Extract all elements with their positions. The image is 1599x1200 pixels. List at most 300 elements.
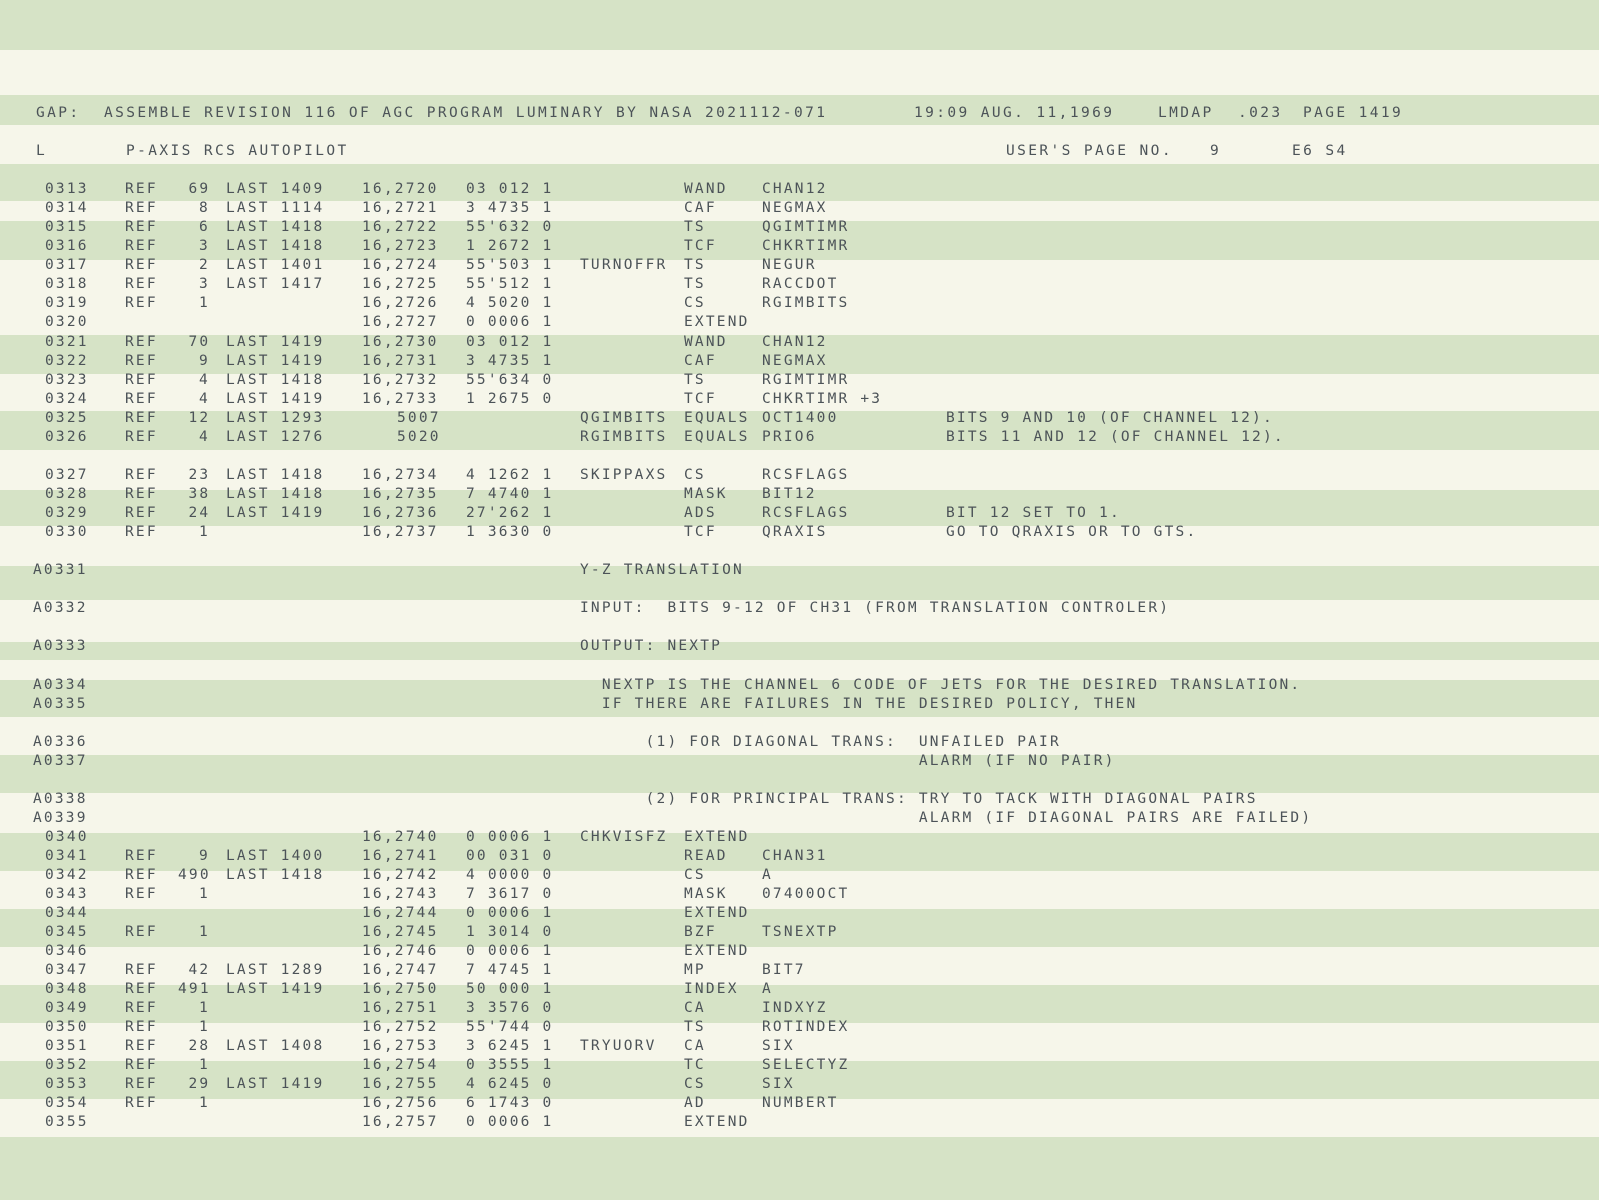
line-number: A0334 xyxy=(33,677,88,693)
label-field: (2) FOR PRINCIPAL TRANS: TRY TO TACK WITH DIAGONAL PAIRS xyxy=(580,791,1258,807)
line-number: 0328 xyxy=(45,486,89,502)
ref-count: 28 xyxy=(188,1038,211,1054)
object-code: 50 000 1 xyxy=(466,981,554,997)
listing-row xyxy=(0,523,1599,542)
comment: BITS 9 AND 10 (OF CHANNEL 12). xyxy=(946,410,1274,426)
operand: SIX xyxy=(762,1038,795,1054)
address: 16,2723 xyxy=(362,238,439,254)
header-line-2 xyxy=(0,142,1599,161)
ref-keyword: REF xyxy=(125,848,158,864)
listing-row xyxy=(0,904,1599,923)
opcode: WAND xyxy=(684,334,728,350)
line-number: 0345 xyxy=(45,924,89,940)
object-code: 3 3576 0 xyxy=(466,1000,554,1016)
operand: NEGMAX xyxy=(762,200,828,216)
opcode: INDEX xyxy=(684,981,739,997)
label-field: ALARM (IF DIAGONAL PAIRS ARE FAILED) xyxy=(580,810,1313,826)
opcode: EXTEND xyxy=(684,314,750,330)
last-ref: LAST 1418 xyxy=(226,372,325,388)
operand: SIX xyxy=(762,1076,795,1092)
label-field: (1) FOR DIAGONAL TRANS: UNFAILED PAIR xyxy=(580,734,1061,750)
listing-row xyxy=(0,1094,1599,1113)
listing-row xyxy=(0,828,1599,847)
opcode: EXTEND xyxy=(684,943,750,959)
operand: CHKRTIMR xyxy=(762,238,850,254)
object-code: 55'632 0 xyxy=(466,219,554,235)
object-code: 0 0006 1 xyxy=(466,943,554,959)
address: 16,2735 xyxy=(362,486,439,502)
object-code: 55'634 0 xyxy=(466,372,554,388)
operand: RCSFLAGS xyxy=(762,505,850,521)
ref-count: 1 xyxy=(199,924,210,940)
operand: NEGUR xyxy=(762,257,817,273)
listing-row xyxy=(0,218,1599,237)
address: 16,2741 xyxy=(362,848,439,864)
ref-count: 1 xyxy=(199,1057,210,1073)
listing-row xyxy=(0,752,1599,771)
ref-count: 1 xyxy=(199,886,210,902)
object-code: 3 6245 1 xyxy=(466,1038,554,1054)
opcode: WAND xyxy=(684,181,728,197)
line-number: 0350 xyxy=(45,1019,89,1035)
listing-row xyxy=(0,676,1599,695)
line-number: 0349 xyxy=(45,1000,89,1016)
ref-count: 3 xyxy=(199,238,210,254)
address: 16,2737 xyxy=(362,524,439,540)
opcode: EXTEND xyxy=(684,905,750,921)
object-code: 7 3617 0 xyxy=(466,886,554,902)
ref-keyword: REF xyxy=(125,505,158,521)
last-ref: LAST 1114 xyxy=(226,200,325,216)
address: 16,2730 xyxy=(362,334,439,350)
opcode: TS xyxy=(684,1019,706,1035)
address: 16,2721 xyxy=(362,200,439,216)
opcode: EQUALS xyxy=(684,410,750,426)
ref-keyword: REF xyxy=(125,1076,158,1092)
object-code: 0 0006 1 xyxy=(466,829,554,845)
line-number: A0339 xyxy=(33,810,88,826)
last-ref: LAST 1419 xyxy=(226,505,325,521)
opcode: TCF xyxy=(684,238,717,254)
ref-count: 4 xyxy=(199,391,210,407)
ref-keyword: REF xyxy=(125,257,158,273)
line-number: 0327 xyxy=(45,467,89,483)
address: 16,2743 xyxy=(362,886,439,902)
opcode: CS xyxy=(684,295,706,311)
opcode: MP xyxy=(684,962,706,978)
opcode: EXTEND xyxy=(684,1114,750,1130)
comment: BIT 12 SET TO 1. xyxy=(946,505,1121,521)
last-ref: LAST 1419 xyxy=(226,353,325,369)
operand: RCSFLAGS xyxy=(762,467,850,483)
opcode: TS xyxy=(684,257,706,273)
opcode: CAF xyxy=(684,200,717,216)
ref-keyword: REF xyxy=(125,219,158,235)
section-title: P-AXIS RCS AUTOPILOT xyxy=(126,143,349,159)
line-number: 0355 xyxy=(45,1114,89,1130)
opcode: MASK xyxy=(684,486,728,502)
object-code: 4 5020 1 xyxy=(466,295,554,311)
address: 16,2725 xyxy=(362,276,439,292)
listing-row xyxy=(0,1018,1599,1037)
opcode: CA xyxy=(684,1000,706,1016)
line-number: 0314 xyxy=(45,200,89,216)
ref-keyword: REF xyxy=(125,1038,158,1054)
listing-row xyxy=(0,790,1599,809)
ref-count: 1 xyxy=(199,1000,210,1016)
last-ref: LAST 1417 xyxy=(226,276,325,292)
address: 16,2733 xyxy=(362,391,439,407)
opcode: TS xyxy=(684,372,706,388)
address: 5020 xyxy=(397,429,441,445)
version-tag: .023 xyxy=(1238,105,1283,121)
opcode: TCF xyxy=(684,524,717,540)
ref-keyword: REF xyxy=(125,410,158,426)
last-ref: LAST 1401 xyxy=(226,257,325,273)
address: 16,2751 xyxy=(362,1000,439,1016)
ref-keyword: REF xyxy=(125,924,158,940)
listing-row xyxy=(0,180,1599,199)
object-code: 0 0006 1 xyxy=(466,1114,554,1130)
program-tag: GAP: xyxy=(36,105,81,121)
assembly-date: 19:09 AUG. 11,1969 xyxy=(914,105,1115,121)
line-number: 0330 xyxy=(45,524,89,540)
listing-row xyxy=(0,199,1599,218)
operand: INDXYZ xyxy=(762,1000,828,1016)
object-code: 55'512 1 xyxy=(466,276,554,292)
log-marker: L xyxy=(36,143,48,159)
operand: SELECTYZ xyxy=(762,1057,850,1073)
opcode: CA xyxy=(684,1038,706,1054)
last-ref: LAST 1418 xyxy=(226,486,325,502)
last-ref: LAST 1419 xyxy=(226,334,325,350)
last-ref: LAST 1418 xyxy=(226,219,325,235)
listing-row xyxy=(0,733,1599,752)
listing-row xyxy=(0,504,1599,523)
sheet-code: E6 S4 xyxy=(1292,143,1348,159)
operand: RACCDOT xyxy=(762,276,839,292)
object-code: 7 4745 1 xyxy=(466,962,554,978)
page-number: PAGE 1419 xyxy=(1303,105,1404,121)
line-number: A0336 xyxy=(33,734,88,750)
listing-row xyxy=(0,294,1599,313)
user-page-label: USER'S PAGE NO. xyxy=(1006,143,1173,159)
label-field: SKIPPAXS xyxy=(580,467,668,483)
label-field: OUTPUT: NEXTP xyxy=(580,638,723,654)
opcode: CS xyxy=(684,467,706,483)
address: 16,2736 xyxy=(362,505,439,521)
user-page-number: 9 xyxy=(1210,143,1222,159)
ref-count: 69 xyxy=(188,181,211,197)
ref-count: 1 xyxy=(199,524,210,540)
object-code: 1 3014 0 xyxy=(466,924,554,940)
object-code: 0 3555 1 xyxy=(466,1057,554,1073)
listing-row xyxy=(0,866,1599,885)
operand: 07400OCT xyxy=(762,886,850,902)
object-code: 03 012 1 xyxy=(466,334,554,350)
listing-row xyxy=(0,1056,1599,1075)
line-number: 0313 xyxy=(45,181,89,197)
assembly-title: ASSEMBLE REVISION 116 OF AGC PROGRAM LUMINARY BY NASA 2021112-071 xyxy=(104,105,828,121)
ref-count: 23 xyxy=(188,467,211,483)
listing-row xyxy=(0,885,1599,904)
opcode: READ xyxy=(684,848,728,864)
ref-count: 6 xyxy=(199,219,210,235)
header-line-1 xyxy=(0,104,1599,123)
label-field: IF THERE ARE FAILURES IN THE DESIRED POLICY, THEN xyxy=(580,696,1138,712)
address: 16,2742 xyxy=(362,867,439,883)
operand: PRIO6 xyxy=(762,429,817,445)
comment: GO TO QRAXIS OR TO GTS. xyxy=(946,524,1198,540)
ref-count: 8 xyxy=(199,200,210,216)
last-ref: LAST 1276 xyxy=(226,429,325,445)
line-number: 0348 xyxy=(45,981,89,997)
line-number: A0331 xyxy=(33,562,88,578)
listing-row xyxy=(0,561,1599,580)
line-number: A0338 xyxy=(33,791,88,807)
line-number: 0316 xyxy=(45,238,89,254)
last-ref: LAST 1408 xyxy=(226,1038,325,1054)
operand: ROTINDEX xyxy=(762,1019,850,1035)
label-field: QGIMBITS xyxy=(580,410,668,426)
label-field: TURNOFFR xyxy=(580,257,668,273)
listing-row xyxy=(0,695,1599,714)
object-code: 7 4740 1 xyxy=(466,486,554,502)
address: 16,2757 xyxy=(362,1114,439,1130)
ref-count: 4 xyxy=(199,372,210,388)
line-number: 0342 xyxy=(45,867,89,883)
listing-row xyxy=(0,237,1599,256)
ref-count: 38 xyxy=(188,486,211,502)
line-number: A0332 xyxy=(33,600,88,616)
opcode: TCF xyxy=(684,391,717,407)
address: 16,2754 xyxy=(362,1057,439,1073)
operand: CHAN12 xyxy=(762,334,828,350)
listing-row xyxy=(0,428,1599,447)
label-field: RGIMBITS xyxy=(580,429,668,445)
ref-keyword: REF xyxy=(125,524,158,540)
line-number: A0333 xyxy=(33,638,88,654)
line-number: 0354 xyxy=(45,1095,89,1111)
address: 16,2744 xyxy=(362,905,439,921)
object-code: 55'503 1 xyxy=(466,257,554,273)
line-number: 0343 xyxy=(45,886,89,902)
line-number: 0319 xyxy=(45,295,89,311)
line-number: 0326 xyxy=(45,429,89,445)
address: 16,2732 xyxy=(362,372,439,388)
address: 16,2753 xyxy=(362,1038,439,1054)
operand: BIT7 xyxy=(762,962,806,978)
ref-count: 4 xyxy=(199,429,210,445)
comment: BITS 11 AND 12 (OF CHANNEL 12). xyxy=(946,429,1285,445)
listing-row xyxy=(0,275,1599,294)
opcode: ADS xyxy=(684,505,717,521)
label-field: TRYUORV xyxy=(580,1038,657,1054)
ref-keyword: REF xyxy=(125,486,158,502)
opcode: BZF xyxy=(684,924,717,940)
label-field: NEXTP IS THE CHANNEL 6 CODE OF JETS FOR THE DESIRED TRANSLATION. xyxy=(580,677,1302,693)
listing-row xyxy=(0,409,1599,428)
ref-count: 2 xyxy=(199,257,210,273)
listing-row xyxy=(0,485,1599,504)
ref-keyword: REF xyxy=(125,391,158,407)
operand: NUMBERT xyxy=(762,1095,839,1111)
ref-keyword: REF xyxy=(125,467,158,483)
ref-count: 3 xyxy=(199,276,210,292)
listing-row xyxy=(0,637,1599,656)
listing-row xyxy=(0,371,1599,390)
line-number: 0321 xyxy=(45,334,89,350)
operand: A xyxy=(762,867,773,883)
listing-row xyxy=(0,1075,1599,1094)
opcode: MASK xyxy=(684,886,728,902)
ref-keyword: REF xyxy=(125,1000,158,1016)
object-code: 4 1262 1 xyxy=(466,467,554,483)
line-number: 0323 xyxy=(45,372,89,388)
address: 16,2740 xyxy=(362,829,439,845)
last-ref: LAST 1293 xyxy=(226,410,325,426)
object-code: 0 0006 1 xyxy=(466,905,554,921)
opcode: TS xyxy=(684,219,706,235)
opcode: TC xyxy=(684,1057,706,1073)
last-ref: LAST 1289 xyxy=(226,962,325,978)
line-number: 0318 xyxy=(45,276,89,292)
operand: QGIMTIMR xyxy=(762,219,850,235)
listing-row xyxy=(0,809,1599,828)
address: 16,2731 xyxy=(362,353,439,369)
label-field: Y-Z TRANSLATION xyxy=(580,562,744,578)
last-ref: LAST 1418 xyxy=(226,867,325,883)
line-number: 0322 xyxy=(45,353,89,369)
line-number: 0344 xyxy=(45,905,89,921)
ref-keyword: REF xyxy=(125,429,158,445)
opcode: CS xyxy=(684,1076,706,1092)
last-ref: LAST 1418 xyxy=(226,467,325,483)
ref-keyword: REF xyxy=(125,181,158,197)
ref-count: 1 xyxy=(199,1019,210,1035)
operand: OCT1400 xyxy=(762,410,839,426)
object-code: 4 0000 0 xyxy=(466,867,554,883)
label-field: INPUT: BITS 9-12 OF CH31 (FROM TRANSLATION CONTROLER) xyxy=(580,600,1171,616)
line-number: 0347 xyxy=(45,962,89,978)
line-number: 0352 xyxy=(45,1057,89,1073)
listing-row xyxy=(0,1113,1599,1132)
line-number: 0315 xyxy=(45,219,89,235)
operand: CHAN12 xyxy=(762,181,828,197)
ref-keyword: REF xyxy=(125,334,158,350)
ref-count: 9 xyxy=(199,848,210,864)
address: 5007 xyxy=(397,410,441,426)
object-code: 0 0006 1 xyxy=(466,314,554,330)
opcode: AD xyxy=(684,1095,706,1111)
listing-row xyxy=(0,390,1599,409)
line-number: 0341 xyxy=(45,848,89,864)
object-code: 3 4735 1 xyxy=(466,353,554,369)
listing-row xyxy=(0,313,1599,332)
module-tag: LMDAP xyxy=(1158,105,1214,121)
ref-count: 70 xyxy=(188,334,211,350)
listing-row xyxy=(0,980,1599,999)
listing-row xyxy=(0,847,1599,866)
address: 16,2726 xyxy=(362,295,439,311)
last-ref: LAST 1418 xyxy=(226,238,325,254)
opcode: CAF xyxy=(684,353,717,369)
operand: CHKRTIMR +3 xyxy=(762,391,883,407)
ref-count: 42 xyxy=(188,962,211,978)
ref-count: 12 xyxy=(188,410,211,426)
listing-row xyxy=(0,466,1599,485)
address: 16,2724 xyxy=(362,257,439,273)
object-code: 1 3630 0 xyxy=(466,524,554,540)
ref-keyword: REF xyxy=(125,1057,158,1073)
ref-keyword: REF xyxy=(125,981,158,997)
listing-row xyxy=(0,333,1599,352)
line-number: 0320 xyxy=(45,314,89,330)
object-code: 1 2675 0 xyxy=(466,391,554,407)
address: 16,2750 xyxy=(362,981,439,997)
object-code: 00 031 0 xyxy=(466,848,554,864)
last-ref: LAST 1419 xyxy=(226,1076,325,1092)
listing-row xyxy=(0,352,1599,371)
ref-keyword: REF xyxy=(125,1095,158,1111)
line-number: A0335 xyxy=(33,696,88,712)
operand: A xyxy=(762,981,773,997)
ref-keyword: REF xyxy=(125,372,158,388)
ref-count: 1 xyxy=(199,1095,210,1111)
ref-keyword: REF xyxy=(125,1019,158,1035)
ref-keyword: REF xyxy=(125,295,158,311)
ref-keyword: REF xyxy=(125,276,158,292)
object-code: 55'744 0 xyxy=(466,1019,554,1035)
ref-count: 24 xyxy=(188,505,211,521)
ref-count: 1 xyxy=(199,295,210,311)
listing-row xyxy=(0,961,1599,980)
address: 16,2755 xyxy=(362,1076,439,1092)
label-field: ALARM (IF NO PAIR) xyxy=(580,753,1116,769)
object-code: 03 012 1 xyxy=(466,181,554,197)
ref-count: 490 xyxy=(178,867,211,883)
opcode: CS xyxy=(684,867,706,883)
line-number: 0353 xyxy=(45,1076,89,1092)
listing-row xyxy=(0,599,1599,618)
address: 16,2734 xyxy=(362,467,439,483)
line-number: 0329 xyxy=(45,505,89,521)
address: 16,2752 xyxy=(362,1019,439,1035)
operand: RGIMTIMR xyxy=(762,372,850,388)
ref-keyword: REF xyxy=(125,886,158,902)
operand: CHAN31 xyxy=(762,848,828,864)
line-number: A0337 xyxy=(33,753,88,769)
address: 16,2727 xyxy=(362,314,439,330)
listing-row xyxy=(0,942,1599,961)
address: 16,2747 xyxy=(362,962,439,978)
address: 16,2745 xyxy=(362,924,439,940)
ref-keyword: REF xyxy=(125,353,158,369)
last-ref: LAST 1409 xyxy=(226,181,325,197)
address: 16,2756 xyxy=(362,1095,439,1111)
ref-keyword: REF xyxy=(125,200,158,216)
line-number: 0346 xyxy=(45,943,89,959)
line-number: 0317 xyxy=(45,257,89,273)
line-number: 0324 xyxy=(45,391,89,407)
operand: BIT12 xyxy=(762,486,817,502)
ref-keyword: REF xyxy=(125,962,158,978)
object-code: 1 2672 1 xyxy=(466,238,554,254)
ref-count: 491 xyxy=(178,981,211,997)
operand: QRAXIS xyxy=(762,524,828,540)
line-number: 0325 xyxy=(45,410,89,426)
opcode: EQUALS xyxy=(684,429,750,445)
